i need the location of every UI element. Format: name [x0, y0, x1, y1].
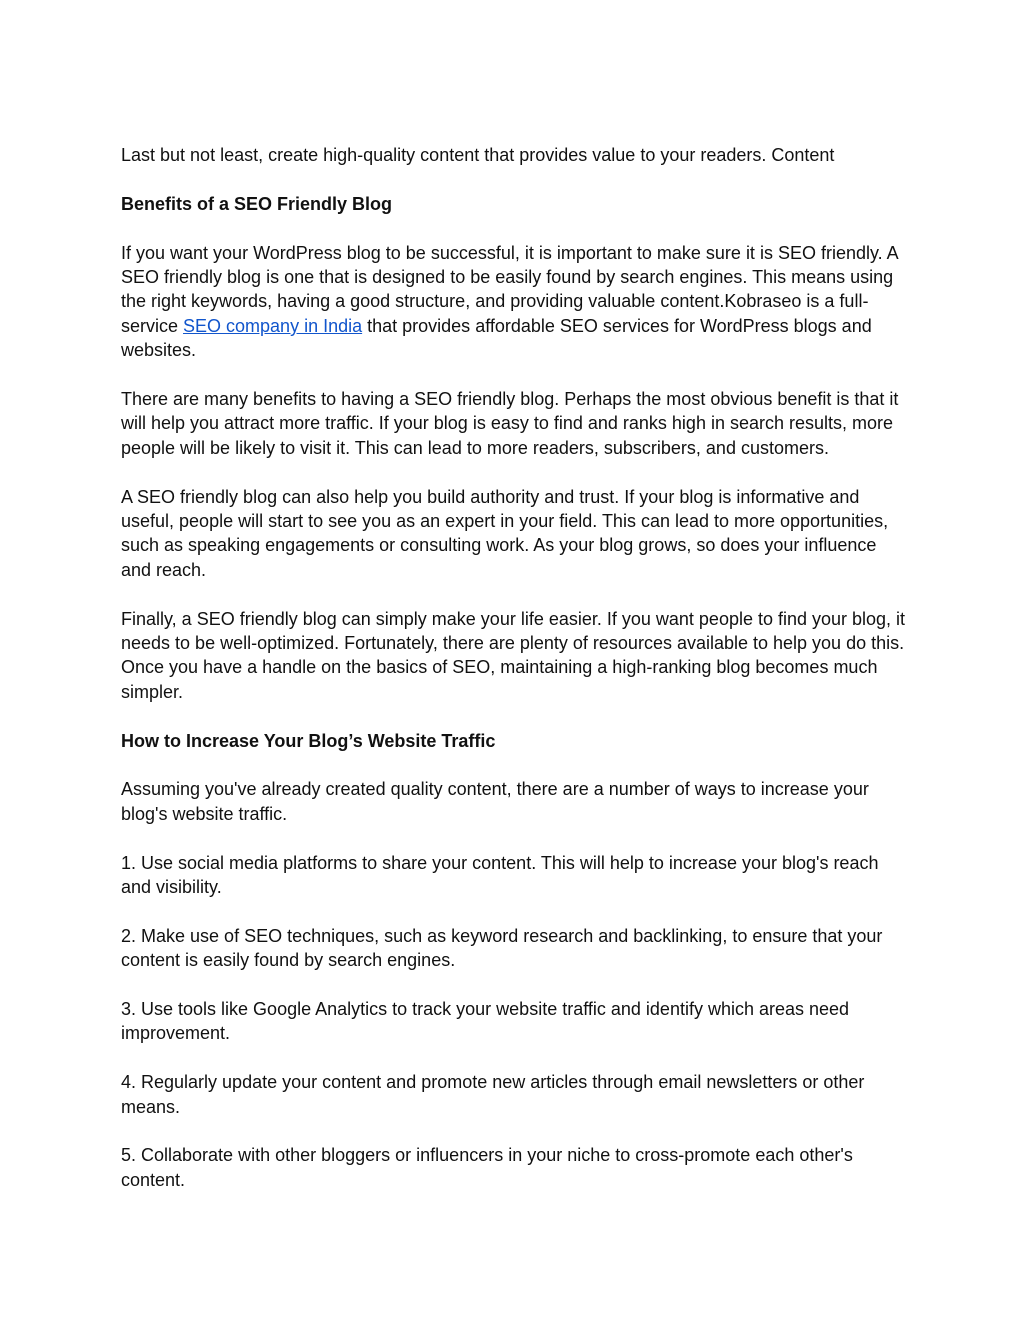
list-item: 4. Regularly update your content and promote new articles through email newsletters or other means. — [121, 1072, 865, 1117]
paragraph-authority: A SEO friendly blog can also help you build authority and trust. If your blog is informative and useful, people will start to see you as an expert in your field. This can lead to more opportunities, such as speaking engagements or consulting work. As your blog grows, so does your influence and reach. — [121, 486, 889, 580]
list-item: 5. Collaborate with other bloggers or influencers in your niche to cross-promote each other's content. — [121, 1145, 853, 1190]
paragraph-text: If you want your WordPress blog to be successful, it is important to make sure it is SEO friendly. A SEO friendly blog is one that is designed to be easily found by search engines. This means using the right keywords, having a good structure, and providing valuable content.Kobraseo is a full-service — [121, 242, 898, 336]
paragraph-traffic-intro: Assuming you've already created quality content, there are a number of ways to increase your blog's website traffic. — [121, 779, 869, 824]
document-page — [121, 143, 911, 1217]
list-item: 3. Use tools like Google Analytics to track your website traffic and identify which areas need improvement. — [121, 999, 850, 1044]
paragraph-benefits: There are many benefits to having a SEO friendly blog. Perhaps the most obvious benefit is that it will help you attract more traffic. If your blog is easy to find and ranks high in search results, more people will be likely to visit it. This can lead to more readers, subscribers, and customers. — [121, 389, 899, 458]
paragraph-wordpress-seo — [121, 241, 911, 363]
paragraph-text: that provides affordable SEO services for WordPress blogs and websites. — [121, 315, 872, 361]
section-heading-benefits: Benefits of a SEO Friendly Blog — [121, 193, 393, 214]
paragraph-easier: Finally, a SEO friendly blog can simply make your life easier. If you want people to find your blog, it needs to be well-optimized. Fortunately, there are plenty of resources available to help you do this. Once you have a handle on the basics of SEO, maintaining a high-ranking blog becomes much simpler. — [121, 608, 906, 702]
list-item: 1. Use social media platforms to share your content. This will help to increase your blog's reach and visibility. — [121, 852, 879, 898]
section-heading-traffic: How to Increase Your Blog’s Website Traffic — [121, 730, 496, 751]
list-item: 2. Make use of SEO techniques, such as keyword research and backlinking, to ensure that your content is easily found by search engines. — [121, 925, 883, 971]
intro-paragraph: Last but not least, create high-quality content that provides value to your readers. Content — [121, 145, 835, 165]
seo-company-link[interactable]: SEO company in India — [183, 315, 363, 336]
